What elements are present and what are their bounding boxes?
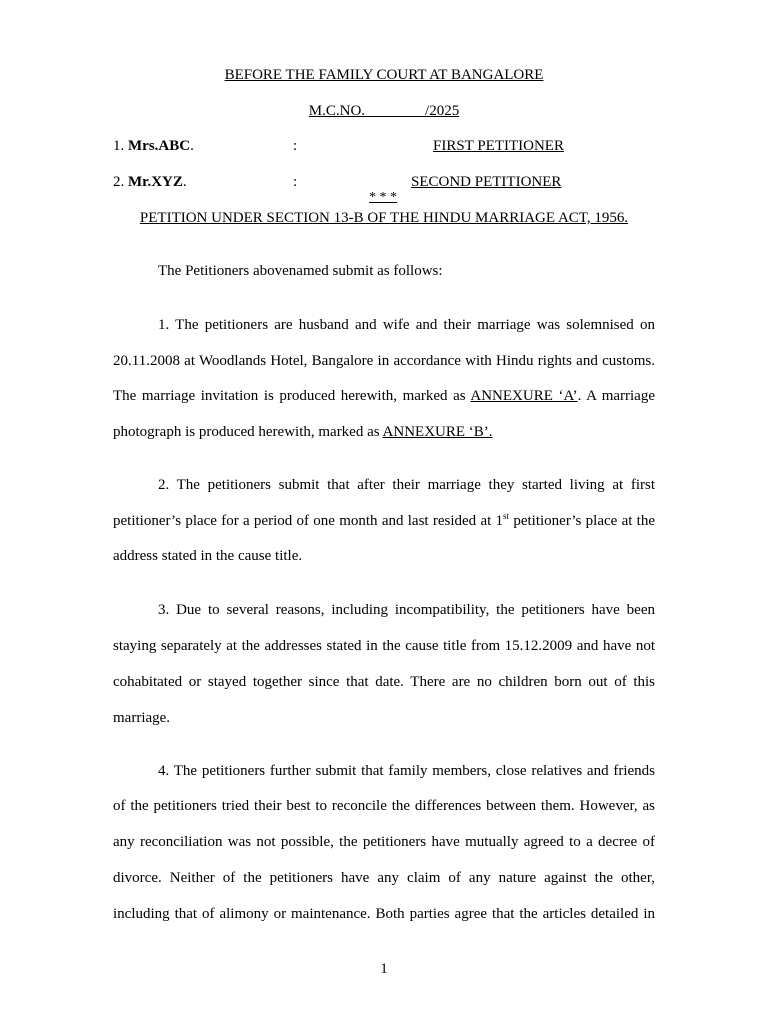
para-4-line-2: of the petitioners tried their best to reconcile the differences between them. However, as [113,798,655,814]
para-2-line-2: petitioner’s place for a period of one month and last resided at 1st petitioner’s place at the [113,511,655,529]
para-3-line-3: cohabitated or stayed together since that date. There are no children born out of this [113,674,655,690]
para-3-line-4: marriage. [113,710,171,726]
annexure-b-reference: ANNEXURE ‘B’. [382,424,493,440]
annexure-a-reference: ANNEXURE ‘A’ [470,388,578,404]
intro-text: The Petitioners abovenamed submit as follows: [158,263,443,279]
para-1-line-2: 20.11.2008 at Woodlands Hotel, Bangalore in accordance with Hindu rights and customs. [113,353,655,369]
party-2-colon: : [293,174,298,190]
para-1-line-4: photograph is produced herewith, marked as ANNEXURE ‘B’. [113,424,493,440]
party-2-role: SECOND PETITIONER [411,174,562,190]
para-4-line-1: 4. The petitioners further submit that family members, close relatives and friends [158,763,655,779]
para-2-line-3: address stated in the cause title. [113,548,303,564]
party-2-name: 2. Mr.XYZ. [113,174,187,190]
petition-title: PETITION UNDER SECTION 13-B OF THE HINDU MARRIAGE ACT, 1956. [139,210,629,226]
para-2-line-1: 2. The petitioners submit that after their marriage they started living at first [158,477,655,493]
para-3-line-1: 3. Due to several reasons, including incompatibility, the petitioners have been [158,602,655,618]
court-heading: BEFORE THE FAMILY COURT AT BANGALORE [224,67,544,83]
separator-asterisks: * * * [369,190,397,205]
case-number: M.C.NO. /2025 [308,103,460,119]
para-4-line-4: divorce. Neither of the petitioners have any claim of any nature against the other, [113,870,655,886]
para-1-line-1: 1. The petitioners are husband and wife and their marriage was solemnised on [158,317,655,333]
para-1-line-3: The marriage invitation is produced herewith, marked as ANNEXURE ‘A’. A marriage [113,388,655,404]
para-4-line-5: including that of alimony or maintenance. Both parties agree that the articles detailed in [113,906,655,922]
party-1-name: 1. Mrs.ABC. [113,138,194,154]
para-3-line-2: staying separately at the addresses stated in the cause title from 15.12.2009 and have not [113,638,655,654]
para-4-line-3: any reconciliation was not possible, the petitioners have mutually agreed to a decree of [113,834,655,850]
party-1-colon: : [293,138,298,154]
page-number: 1 [380,961,388,977]
party-1-role: FIRST PETITIONER [433,138,564,154]
